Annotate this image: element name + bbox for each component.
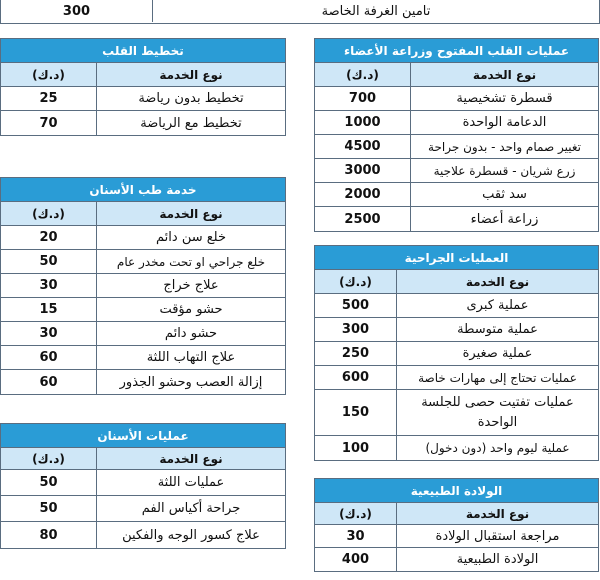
- row-service: الدعامة الواحدة: [462, 115, 547, 130]
- price-header: (د.ك): [315, 503, 397, 524]
- dental-surgery-table: [0, 423, 286, 549]
- row-price: 50: [1, 250, 97, 273]
- heart-surgery-title: عمليات القلب المفتوح وزراعة الأعضاء: [315, 39, 598, 63]
- row-price: 4500: [315, 135, 411, 158]
- row-service: إزالة العصب وحشو الجذور: [119, 374, 263, 390]
- row-price: 50: [1, 470, 97, 495]
- table-row: [315, 111, 598, 135]
- dental-surgery-title: عمليات الأسنان: [1, 424, 285, 448]
- table-row: [1, 322, 285, 346]
- row-price: 500: [315, 294, 397, 317]
- surgeries-table: [314, 245, 599, 461]
- table-row: [315, 183, 598, 207]
- row-service: قسطرة تشخيصية: [456, 91, 553, 106]
- table-row: [1, 370, 285, 394]
- row-service: عملية متوسطة: [457, 322, 538, 337]
- price-header: (د.ك): [315, 270, 397, 293]
- row-price: 700: [315, 87, 411, 110]
- row-price: 80: [1, 522, 97, 548]
- row-service: خلع جراحي او تحت مخدر عام: [116, 254, 266, 269]
- row-price: 600: [315, 366, 397, 389]
- row-price: 60: [1, 346, 97, 369]
- table-row: [315, 318, 598, 342]
- table-row: [1, 496, 285, 522]
- table-row: [1, 226, 285, 250]
- row-price: 30: [1, 274, 97, 297]
- table-row: [1, 470, 285, 496]
- row-service: تغيير صمام واحد - بدون جراحة: [428, 139, 581, 154]
- table-row: [1, 87, 285, 111]
- surgeries-title: العمليات الجراحية: [315, 246, 598, 270]
- table-row: [1, 346, 285, 370]
- row-price: 30: [315, 525, 397, 547]
- service-header: نوع الخدمة: [465, 274, 530, 289]
- table-row: [315, 436, 598, 460]
- row-price: 250: [315, 342, 397, 365]
- table-row: [315, 342, 598, 366]
- price-header: (د.ك): [1, 63, 97, 86]
- price-header: (د.ك): [1, 202, 97, 225]
- table-row: [1, 274, 285, 298]
- row-service: حشو دائم: [164, 326, 218, 341]
- row-service: عمليات اللثة: [157, 475, 225, 490]
- row-service: جراحة أكياس الفم: [141, 501, 241, 516]
- service-header: نوع الخدمة: [159, 451, 223, 466]
- row-price: 50: [1, 496, 97, 521]
- service-header: نوع الخدمة: [465, 506, 530, 521]
- table-row: [1, 298, 285, 322]
- row-service: تخطيط مع الرياضة: [140, 115, 242, 131]
- private-room-row: [0, 0, 600, 24]
- row-price: 60: [1, 370, 97, 394]
- row-price: 100: [315, 436, 397, 460]
- row-price: 25: [1, 87, 97, 110]
- table-row: [315, 390, 598, 436]
- row-service: سد ثقب: [482, 187, 527, 202]
- row-service: الولادة الطبيعية: [456, 552, 539, 567]
- row-service: زراعة أعضاء: [470, 211, 539, 227]
- ecg-title: تخطيط القلب: [1, 39, 285, 63]
- dental-medicine-title: خدمة طب الأسنان: [1, 178, 285, 202]
- price-header: (د.ك): [315, 63, 411, 86]
- table-row: [315, 87, 598, 111]
- row-service: مراجعة استقبال الولادة: [435, 528, 560, 544]
- row-service: علاج التهاب اللثة: [146, 350, 236, 365]
- row-price: 2000: [315, 183, 411, 206]
- row-price: 150: [315, 390, 397, 435]
- table-row: [315, 548, 598, 571]
- row-price: 15: [1, 298, 97, 321]
- service-header: نوع الخدمة: [159, 206, 223, 221]
- row-price: 20: [1, 226, 97, 249]
- table-row: [315, 207, 598, 231]
- dental-medicine-table: [0, 177, 286, 395]
- row-service: عملية صغيرة: [462, 346, 533, 361]
- table-row: [315, 366, 598, 390]
- private-room-price: 300: [1, 0, 153, 22]
- table-row: [315, 525, 598, 548]
- row-price: 400: [315, 548, 397, 571]
- row-service: عمليات تحتاج إلى مهارات خاصة: [418, 370, 577, 385]
- row-price: 30: [1, 322, 97, 345]
- row-service: عملية ليوم واحد (دون دخول): [425, 441, 570, 455]
- table-row: [1, 522, 285, 548]
- row-service: تخطيط بدون رياضة: [138, 91, 244, 106]
- row-price: 3000: [315, 159, 411, 182]
- row-price: 300: [315, 318, 397, 341]
- service-header: نوع الخدمة: [159, 67, 223, 82]
- row-service: علاج خراج: [163, 278, 219, 293]
- private-room-service: تامين الغرفة الخاصة: [321, 3, 431, 19]
- natural-birth-table: [314, 478, 599, 572]
- natural-birth-title: الولادة الطبيعية: [315, 479, 598, 503]
- table-row: [1, 250, 285, 274]
- row-service: زرع شريان - قسطرة علاجية: [433, 163, 576, 178]
- row-price: 2500: [315, 207, 411, 231]
- row-service: عملية كبرى: [466, 298, 529, 313]
- row-service: خلع سن دائم: [156, 230, 226, 245]
- row-service: عمليات تفتيت حصى للجلسة الواحدة: [421, 394, 574, 430]
- row-price: 70: [1, 111, 97, 135]
- ecg-table: [0, 38, 286, 136]
- table-row: [315, 135, 598, 159]
- price-header: (د.ك): [1, 448, 97, 469]
- table-row: [315, 294, 598, 318]
- service-header: نوع الخدمة: [472, 67, 537, 82]
- heart-surgery-table: [314, 38, 599, 232]
- row-service: حشو مؤقت: [159, 302, 223, 317]
- row-price: 1000: [315, 111, 411, 134]
- row-service: علاج كسور الوجه والفكين: [122, 527, 260, 543]
- table-row: [315, 159, 598, 183]
- table-row: [1, 111, 285, 135]
